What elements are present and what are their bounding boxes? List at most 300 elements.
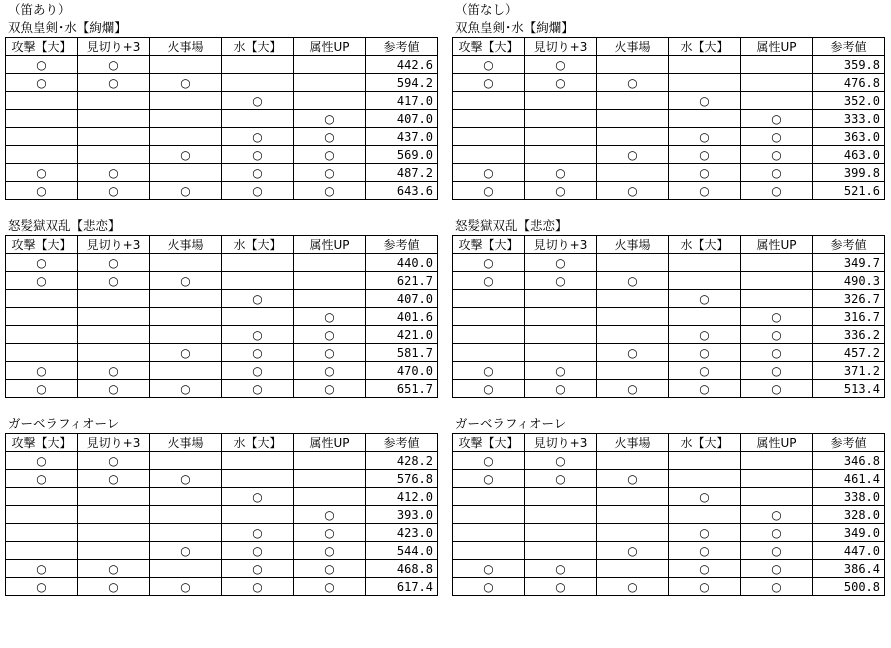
empty-cell — [78, 308, 150, 326]
empty-cell — [6, 308, 78, 326]
section-title: 怒髪獄双乱【悲恋】 — [455, 218, 568, 233]
circle-mark-cell: ○ — [222, 182, 294, 200]
empty-cell — [150, 488, 222, 506]
circle-mark-cell: ○ — [6, 74, 78, 92]
column-header: 水【大】 — [222, 236, 294, 254]
empty-cell — [453, 524, 525, 542]
empty-cell — [6, 290, 78, 308]
circle-mark-cell: ○ — [78, 452, 150, 470]
empty-cell — [150, 254, 222, 272]
empty-cell — [6, 506, 78, 524]
empty-cell — [78, 524, 150, 542]
reference-value: 643.6 — [366, 182, 438, 200]
column-header: 属性UP — [741, 38, 813, 56]
reference-value: 442.6 — [366, 56, 438, 74]
circle-mark-cell: ○ — [6, 272, 78, 290]
reference-value: 581.7 — [366, 344, 438, 362]
circle-mark-cell: ○ — [453, 452, 525, 470]
empty-cell — [669, 74, 741, 92]
column-header: 攻撃【大】 — [453, 434, 525, 452]
reference-value: 440.0 — [366, 254, 438, 272]
reference-value: 363.0 — [813, 128, 885, 146]
circle-mark-cell: ○ — [741, 344, 813, 362]
empty-cell — [453, 344, 525, 362]
circle-mark-cell: ○ — [597, 182, 669, 200]
column-header: 火事場 — [150, 236, 222, 254]
empty-cell — [525, 92, 597, 110]
reference-value: 336.2 — [813, 326, 885, 344]
reference-value: 316.7 — [813, 308, 885, 326]
circle-mark-cell: ○ — [222, 362, 294, 380]
empty-cell — [741, 488, 813, 506]
empty-cell — [222, 452, 294, 470]
circle-mark-cell: ○ — [741, 362, 813, 380]
circle-mark-cell: ○ — [78, 56, 150, 74]
empty-cell — [525, 488, 597, 506]
circle-mark-cell: ○ — [669, 164, 741, 182]
reference-value: 393.0 — [366, 506, 438, 524]
circle-mark-cell: ○ — [453, 164, 525, 182]
empty-cell — [294, 254, 366, 272]
table-row — [6, 542, 438, 560]
table-row — [6, 452, 438, 470]
circle-mark-cell: ○ — [222, 164, 294, 182]
empty-cell — [222, 254, 294, 272]
circle-mark-cell: ○ — [294, 326, 366, 344]
table-row — [453, 56, 885, 74]
column-header: 見切り+3 — [525, 434, 597, 452]
table-row — [6, 470, 438, 488]
empty-cell — [669, 470, 741, 488]
empty-cell — [525, 128, 597, 146]
table-row — [6, 164, 438, 182]
circle-mark-cell: ○ — [669, 560, 741, 578]
empty-cell — [6, 326, 78, 344]
column-header: 攻撃【大】 — [453, 38, 525, 56]
circle-mark-cell: ○ — [525, 56, 597, 74]
header-row — [6, 38, 438, 56]
empty-cell — [453, 488, 525, 506]
empty-cell — [525, 542, 597, 560]
table-row — [453, 272, 885, 290]
empty-cell — [453, 308, 525, 326]
circle-mark-cell: ○ — [525, 164, 597, 182]
empty-cell — [669, 272, 741, 290]
table-row — [453, 182, 885, 200]
empty-cell — [78, 92, 150, 110]
column-header: 参考値 — [366, 38, 438, 56]
circle-mark-cell: ○ — [741, 128, 813, 146]
table-row — [6, 182, 438, 200]
circle-mark-cell: ○ — [78, 272, 150, 290]
circle-mark-cell: ○ — [6, 578, 78, 596]
reference-value: 487.2 — [366, 164, 438, 182]
circle-mark-cell: ○ — [525, 272, 597, 290]
circle-mark-cell: ○ — [222, 578, 294, 596]
column-header: 見切り+3 — [525, 38, 597, 56]
table-row — [453, 524, 885, 542]
empty-cell — [525, 326, 597, 344]
circle-mark-cell: ○ — [294, 506, 366, 524]
circle-mark-cell: ○ — [453, 74, 525, 92]
reference-value: 476.8 — [813, 74, 885, 92]
circle-mark-cell: ○ — [525, 362, 597, 380]
empty-cell — [150, 524, 222, 542]
empty-cell — [78, 506, 150, 524]
empty-cell — [222, 74, 294, 92]
table-row — [6, 128, 438, 146]
empty-cell — [294, 56, 366, 74]
circle-mark-cell: ○ — [6, 182, 78, 200]
header-row — [453, 236, 885, 254]
circle-mark-cell: ○ — [453, 56, 525, 74]
column-header: 火事場 — [150, 38, 222, 56]
column-header: 属性UP — [294, 236, 366, 254]
circle-mark-cell: ○ — [150, 542, 222, 560]
reference-value: 651.7 — [366, 380, 438, 398]
column-header: 属性UP — [741, 236, 813, 254]
circle-mark-cell: ○ — [6, 560, 78, 578]
empty-cell — [525, 110, 597, 128]
table-row — [453, 290, 885, 308]
empty-cell — [525, 146, 597, 164]
circle-mark-cell: ○ — [669, 380, 741, 398]
empty-cell — [150, 56, 222, 74]
empty-cell — [669, 110, 741, 128]
empty-cell — [597, 452, 669, 470]
reference-value: 371.2 — [813, 362, 885, 380]
circle-mark-cell: ○ — [741, 146, 813, 164]
circle-mark-cell: ○ — [741, 308, 813, 326]
empty-cell — [525, 290, 597, 308]
circle-mark-cell: ○ — [150, 74, 222, 92]
empty-cell — [597, 308, 669, 326]
empty-cell — [741, 74, 813, 92]
table-row — [453, 74, 885, 92]
reference-value: 576.8 — [366, 470, 438, 488]
circle-mark-cell: ○ — [222, 92, 294, 110]
section-title: ガーベラフィオーレ — [455, 416, 567, 431]
table-row — [453, 470, 885, 488]
table-row — [453, 344, 885, 362]
circle-mark-cell: ○ — [294, 110, 366, 128]
empty-cell — [597, 128, 669, 146]
column-header: 属性UP — [741, 434, 813, 452]
circle-mark-cell: ○ — [669, 578, 741, 596]
circle-mark-cell: ○ — [78, 182, 150, 200]
column-header: 水【大】 — [669, 434, 741, 452]
skill-table — [5, 37, 438, 200]
table-row — [453, 506, 885, 524]
circle-mark-cell: ○ — [669, 344, 741, 362]
circle-mark-cell: ○ — [669, 524, 741, 542]
table-row — [6, 74, 438, 92]
circle-mark-cell: ○ — [597, 380, 669, 398]
reference-value: 428.2 — [366, 452, 438, 470]
circle-mark-cell: ○ — [741, 380, 813, 398]
empty-cell — [294, 488, 366, 506]
circle-mark-cell: ○ — [294, 182, 366, 200]
side-title-flute-on: （笛あり） — [8, 2, 71, 17]
circle-mark-cell: ○ — [294, 380, 366, 398]
empty-cell — [453, 542, 525, 560]
table-row — [453, 578, 885, 596]
reference-value: 417.0 — [366, 92, 438, 110]
empty-cell — [78, 326, 150, 344]
reference-value: 407.0 — [366, 110, 438, 128]
empty-cell — [6, 110, 78, 128]
empty-cell — [597, 164, 669, 182]
table-row — [453, 362, 885, 380]
empty-cell — [294, 74, 366, 92]
column-header: 火事場 — [150, 434, 222, 452]
circle-mark-cell: ○ — [525, 254, 597, 272]
empty-cell — [150, 92, 222, 110]
reference-value: 463.0 — [813, 146, 885, 164]
empty-cell — [150, 326, 222, 344]
circle-mark-cell: ○ — [525, 182, 597, 200]
circle-mark-cell: ○ — [453, 380, 525, 398]
circle-mark-cell: ○ — [294, 308, 366, 326]
circle-mark-cell: ○ — [150, 380, 222, 398]
circle-mark-cell: ○ — [741, 524, 813, 542]
circle-mark-cell: ○ — [669, 146, 741, 164]
empty-cell — [150, 560, 222, 578]
circle-mark-cell: ○ — [453, 578, 525, 596]
empty-cell — [741, 470, 813, 488]
circle-mark-cell: ○ — [6, 470, 78, 488]
empty-cell — [150, 308, 222, 326]
circle-mark-cell: ○ — [525, 560, 597, 578]
circle-mark-cell: ○ — [78, 254, 150, 272]
reference-value: 328.0 — [813, 506, 885, 524]
table-row — [6, 326, 438, 344]
circle-mark-cell: ○ — [222, 128, 294, 146]
empty-cell — [669, 254, 741, 272]
empty-cell — [597, 56, 669, 74]
section-title: 双魚皇剣･水【絢爛】 — [8, 20, 127, 35]
empty-cell — [597, 92, 669, 110]
empty-cell — [453, 92, 525, 110]
empty-cell — [741, 56, 813, 74]
empty-cell — [78, 110, 150, 128]
reference-value: 617.4 — [366, 578, 438, 596]
table-row — [6, 56, 438, 74]
table-row — [6, 92, 438, 110]
circle-mark-cell: ○ — [78, 74, 150, 92]
circle-mark-cell: ○ — [597, 74, 669, 92]
header-row — [453, 434, 885, 452]
empty-cell — [222, 56, 294, 74]
circle-mark-cell: ○ — [453, 470, 525, 488]
circle-mark-cell: ○ — [669, 182, 741, 200]
empty-cell — [741, 254, 813, 272]
circle-mark-cell: ○ — [453, 254, 525, 272]
empty-cell — [669, 452, 741, 470]
empty-cell — [597, 506, 669, 524]
reference-value: 437.0 — [366, 128, 438, 146]
section-title: ガーベラフィオーレ — [8, 416, 120, 431]
table-row — [6, 362, 438, 380]
circle-mark-cell: ○ — [741, 326, 813, 344]
empty-cell — [222, 308, 294, 326]
empty-cell — [741, 290, 813, 308]
reference-value: 500.8 — [813, 578, 885, 596]
column-header: 水【大】 — [222, 38, 294, 56]
column-header: 火事場 — [597, 434, 669, 452]
circle-mark-cell: ○ — [597, 470, 669, 488]
circle-mark-cell: ○ — [294, 128, 366, 146]
table-row — [453, 326, 885, 344]
circle-mark-cell: ○ — [741, 560, 813, 578]
circle-mark-cell: ○ — [222, 344, 294, 362]
circle-mark-cell: ○ — [6, 380, 78, 398]
circle-mark-cell: ○ — [150, 470, 222, 488]
circle-mark-cell: ○ — [741, 182, 813, 200]
circle-mark-cell: ○ — [669, 92, 741, 110]
reference-value: 461.4 — [813, 470, 885, 488]
empty-cell — [741, 92, 813, 110]
header-row — [453, 38, 885, 56]
empty-cell — [6, 524, 78, 542]
empty-cell — [669, 308, 741, 326]
circle-mark-cell: ○ — [294, 362, 366, 380]
circle-mark-cell: ○ — [6, 452, 78, 470]
circle-mark-cell: ○ — [294, 560, 366, 578]
table-row — [6, 110, 438, 128]
table-row — [453, 560, 885, 578]
circle-mark-cell: ○ — [78, 578, 150, 596]
reference-value: 386.4 — [813, 560, 885, 578]
section-title: 怒髪獄双乱【悲恋】 — [8, 218, 121, 233]
empty-cell — [525, 308, 597, 326]
circle-mark-cell: ○ — [741, 542, 813, 560]
table-row — [453, 164, 885, 182]
reference-value: 349.0 — [813, 524, 885, 542]
empty-cell — [6, 488, 78, 506]
column-header: 見切り+3 — [78, 434, 150, 452]
empty-cell — [294, 452, 366, 470]
empty-cell — [150, 452, 222, 470]
empty-cell — [222, 110, 294, 128]
empty-cell — [78, 488, 150, 506]
section-title: 双魚皇剣･水【絢爛】 — [455, 20, 574, 35]
circle-mark-cell: ○ — [78, 164, 150, 182]
empty-cell — [597, 326, 669, 344]
circle-mark-cell: ○ — [150, 344, 222, 362]
empty-cell — [150, 290, 222, 308]
table-row — [6, 560, 438, 578]
circle-mark-cell: ○ — [222, 290, 294, 308]
empty-cell — [453, 128, 525, 146]
column-header: 火事場 — [597, 38, 669, 56]
circle-mark-cell: ○ — [6, 254, 78, 272]
reference-value: 338.0 — [813, 488, 885, 506]
empty-cell — [222, 506, 294, 524]
header-row — [6, 434, 438, 452]
empty-cell — [597, 560, 669, 578]
circle-mark-cell: ○ — [222, 380, 294, 398]
column-header: 見切り+3 — [78, 236, 150, 254]
empty-cell — [741, 272, 813, 290]
circle-mark-cell: ○ — [294, 146, 366, 164]
empty-cell — [6, 128, 78, 146]
empty-cell — [6, 542, 78, 560]
table-row — [6, 344, 438, 362]
circle-mark-cell: ○ — [525, 74, 597, 92]
empty-cell — [597, 524, 669, 542]
empty-cell — [150, 506, 222, 524]
empty-cell — [6, 92, 78, 110]
circle-mark-cell: ○ — [597, 542, 669, 560]
circle-mark-cell: ○ — [222, 524, 294, 542]
table-row — [453, 488, 885, 506]
empty-cell — [453, 146, 525, 164]
empty-cell — [525, 506, 597, 524]
table-row — [6, 488, 438, 506]
circle-mark-cell: ○ — [294, 524, 366, 542]
circle-mark-cell: ○ — [741, 506, 813, 524]
reference-value: 569.0 — [366, 146, 438, 164]
column-header: 攻撃【大】 — [6, 236, 78, 254]
reference-value: 468.8 — [366, 560, 438, 578]
column-header: 攻撃【大】 — [6, 38, 78, 56]
reference-value: 399.8 — [813, 164, 885, 182]
reference-value: 326.7 — [813, 290, 885, 308]
reference-value: 447.0 — [813, 542, 885, 560]
empty-cell — [294, 470, 366, 488]
reference-value: 401.6 — [366, 308, 438, 326]
circle-mark-cell: ○ — [525, 452, 597, 470]
circle-mark-cell: ○ — [597, 578, 669, 596]
reference-value: 490.3 — [813, 272, 885, 290]
circle-mark-cell: ○ — [222, 326, 294, 344]
circle-mark-cell: ○ — [669, 542, 741, 560]
circle-mark-cell: ○ — [741, 110, 813, 128]
circle-mark-cell: ○ — [6, 164, 78, 182]
table-row — [6, 272, 438, 290]
skill-table — [5, 433, 438, 596]
circle-mark-cell: ○ — [150, 272, 222, 290]
circle-mark-cell: ○ — [525, 578, 597, 596]
table-row — [453, 542, 885, 560]
reference-value: 412.0 — [366, 488, 438, 506]
empty-cell — [669, 56, 741, 74]
empty-cell — [669, 506, 741, 524]
empty-cell — [453, 110, 525, 128]
table-row — [6, 146, 438, 164]
empty-cell — [453, 290, 525, 308]
table-row — [6, 308, 438, 326]
circle-mark-cell: ○ — [294, 164, 366, 182]
table-row — [453, 92, 885, 110]
column-header: 見切り+3 — [78, 38, 150, 56]
circle-mark-cell: ○ — [6, 56, 78, 74]
circle-mark-cell: ○ — [669, 128, 741, 146]
circle-mark-cell: ○ — [669, 488, 741, 506]
table-row — [453, 110, 885, 128]
empty-cell — [741, 452, 813, 470]
empty-cell — [78, 290, 150, 308]
table-row — [6, 254, 438, 272]
reference-value: 544.0 — [366, 542, 438, 560]
empty-cell — [525, 344, 597, 362]
circle-mark-cell: ○ — [525, 470, 597, 488]
skill-table — [452, 37, 885, 200]
circle-mark-cell: ○ — [78, 560, 150, 578]
reference-value: 407.0 — [366, 290, 438, 308]
empty-cell — [525, 524, 597, 542]
